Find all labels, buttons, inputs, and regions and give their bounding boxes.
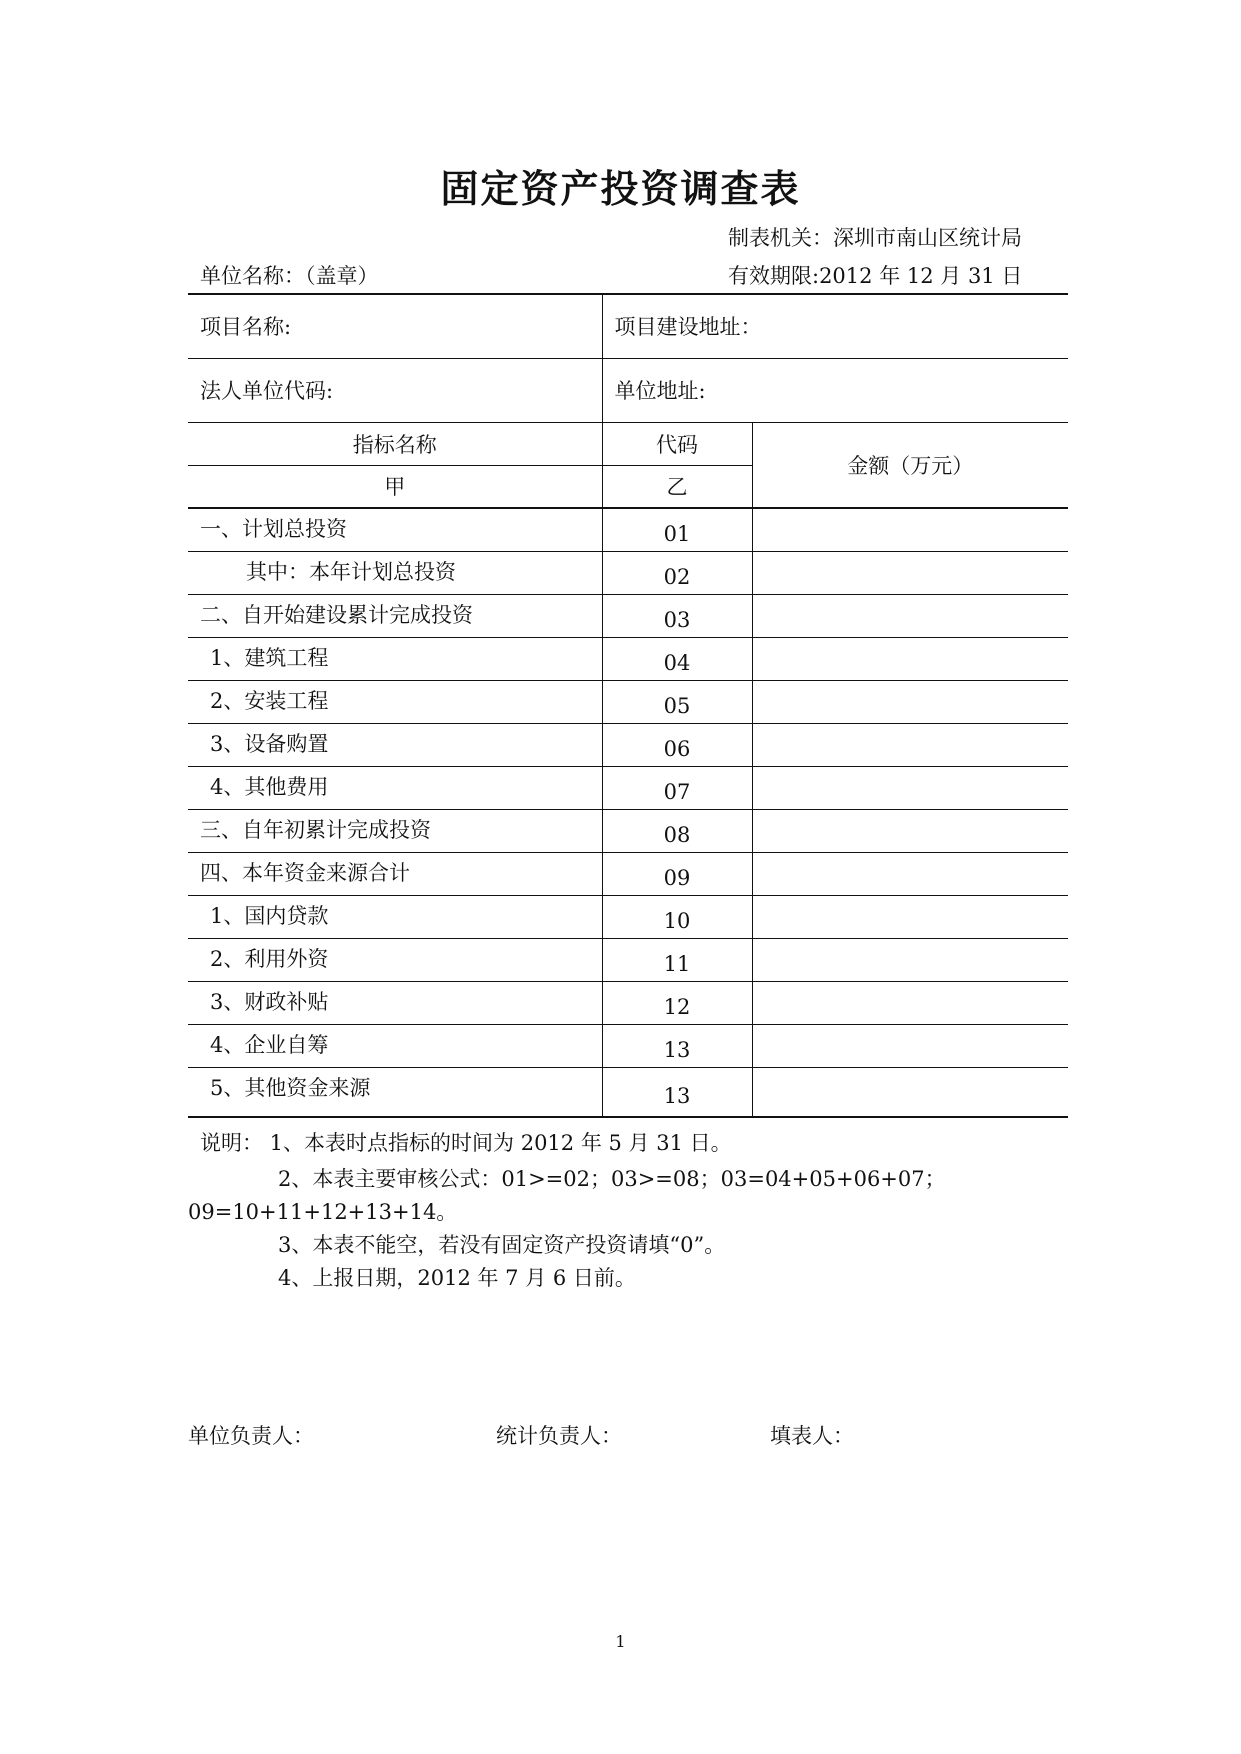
- amount-cell[interactable]: [752, 637, 1068, 680]
- note-1: 说明： 1、本表时点指标的时间为 2012 年 5 月 31 日。: [200, 1131, 732, 1155]
- table-row: [188, 981, 1068, 1024]
- row-name: 2、利用外资: [188, 938, 602, 981]
- project-name-field[interactable]: 项目名称:: [188, 294, 602, 358]
- table-row: [188, 1067, 1068, 1117]
- note-3: 3、本表不能空，若没有固定资产投资请填“0”。: [278, 1233, 726, 1257]
- table-row: [188, 594, 1068, 637]
- row-name: 5、其他资金来源: [188, 1067, 602, 1117]
- amount-cell[interactable]: [752, 895, 1068, 938]
- amount-cell[interactable]: [752, 680, 1068, 723]
- table-row: [188, 551, 1068, 594]
- row-code: 12: [602, 981, 752, 1024]
- unit-address-field[interactable]: 单位地址:: [602, 358, 1068, 422]
- legal-code-field[interactable]: 法人单位代码:: [188, 358, 602, 422]
- amount-cell[interactable]: [752, 551, 1068, 594]
- row-code: 06: [602, 723, 752, 766]
- row-code: 02: [602, 551, 752, 594]
- col-subheader-code: 乙: [602, 465, 752, 508]
- survey-table: [188, 293, 1068, 1118]
- row-name: 二、自开始建设累计完成投资: [188, 594, 602, 637]
- row-name: 三、自年初累计完成投资: [188, 809, 602, 852]
- table-row: [188, 680, 1068, 723]
- row-name: 1、国内贷款: [188, 895, 602, 938]
- amount-cell[interactable]: [752, 1024, 1068, 1067]
- table-row: [188, 852, 1068, 895]
- amount-cell[interactable]: [752, 508, 1068, 551]
- amount-cell[interactable]: [752, 938, 1068, 981]
- amount-cell[interactable]: [752, 981, 1068, 1024]
- row-name: 4、其他费用: [188, 766, 602, 809]
- filler-signature[interactable]: 填表人：: [770, 1424, 854, 1448]
- row-code: 05: [602, 680, 752, 723]
- page-title: 固定资产投资调查表: [440, 166, 801, 211]
- note-2: 2、本表主要审核公式：01>=02；03>=08；03=04+05+06+07；: [278, 1167, 946, 1191]
- row-code: 01: [602, 508, 752, 551]
- col-header-amount: 金额（万元）: [752, 422, 1068, 508]
- amount-cell[interactable]: [752, 723, 1068, 766]
- table-row: [188, 508, 1068, 551]
- row-code: 09: [602, 852, 752, 895]
- row-name: 3、设备购置: [188, 723, 602, 766]
- validity-period: 有效期限:2012 年 12 月 31 日: [728, 264, 1023, 288]
- row-name: 其中：本年计划总投资: [188, 551, 602, 594]
- row-code: 10: [602, 895, 752, 938]
- col-header-code: 代码: [602, 422, 752, 465]
- amount-cell[interactable]: [752, 809, 1068, 852]
- issuer: 制表机关：深圳市南山区统计局: [728, 226, 1022, 250]
- page-number: 1: [615, 1632, 626, 1651]
- amount-cell[interactable]: [752, 766, 1068, 809]
- col-subheader-indicator: 甲: [188, 465, 602, 508]
- row-code: 13: [602, 1067, 752, 1117]
- table-row: [188, 637, 1068, 680]
- row-code: 04: [602, 637, 752, 680]
- unit-name: 单位名称：（盖章）: [200, 264, 379, 288]
- stat-head-signature[interactable]: 统计负责人：: [496, 1424, 622, 1448]
- row-code: 07: [602, 766, 752, 809]
- project-address-field[interactable]: 项目建设地址：: [602, 294, 1068, 358]
- row-name: 3、财政补贴: [188, 981, 602, 1024]
- note-4: 4、上报日期，2012 年 7 月 6 日前。: [278, 1266, 636, 1290]
- table-row: [188, 766, 1068, 809]
- row-code: 08: [602, 809, 752, 852]
- table-row: [188, 938, 1068, 981]
- note-2-continued: 09=10+11+12+13+14。: [188, 1200, 458, 1224]
- amount-cell[interactable]: [752, 852, 1068, 895]
- row-code: 03: [602, 594, 752, 637]
- row-name: 4、企业自筹: [188, 1024, 602, 1067]
- table-row: [188, 723, 1068, 766]
- col-header-indicator: 指标名称: [188, 422, 602, 465]
- row-code: 11: [602, 938, 752, 981]
- amount-cell[interactable]: [752, 1067, 1068, 1117]
- table-row: [188, 809, 1068, 852]
- row-name: 四、本年资金来源合计: [188, 852, 602, 895]
- row-name: 一、计划总投资: [188, 508, 602, 551]
- table-row: [188, 895, 1068, 938]
- unit-head-signature[interactable]: 单位负责人：: [188, 1424, 314, 1448]
- row-code: 13: [602, 1024, 752, 1067]
- row-name: 2、安装工程: [188, 680, 602, 723]
- row-name: 1、建筑工程: [188, 637, 602, 680]
- amount-cell[interactable]: [752, 594, 1068, 637]
- table-row: [188, 1024, 1068, 1067]
